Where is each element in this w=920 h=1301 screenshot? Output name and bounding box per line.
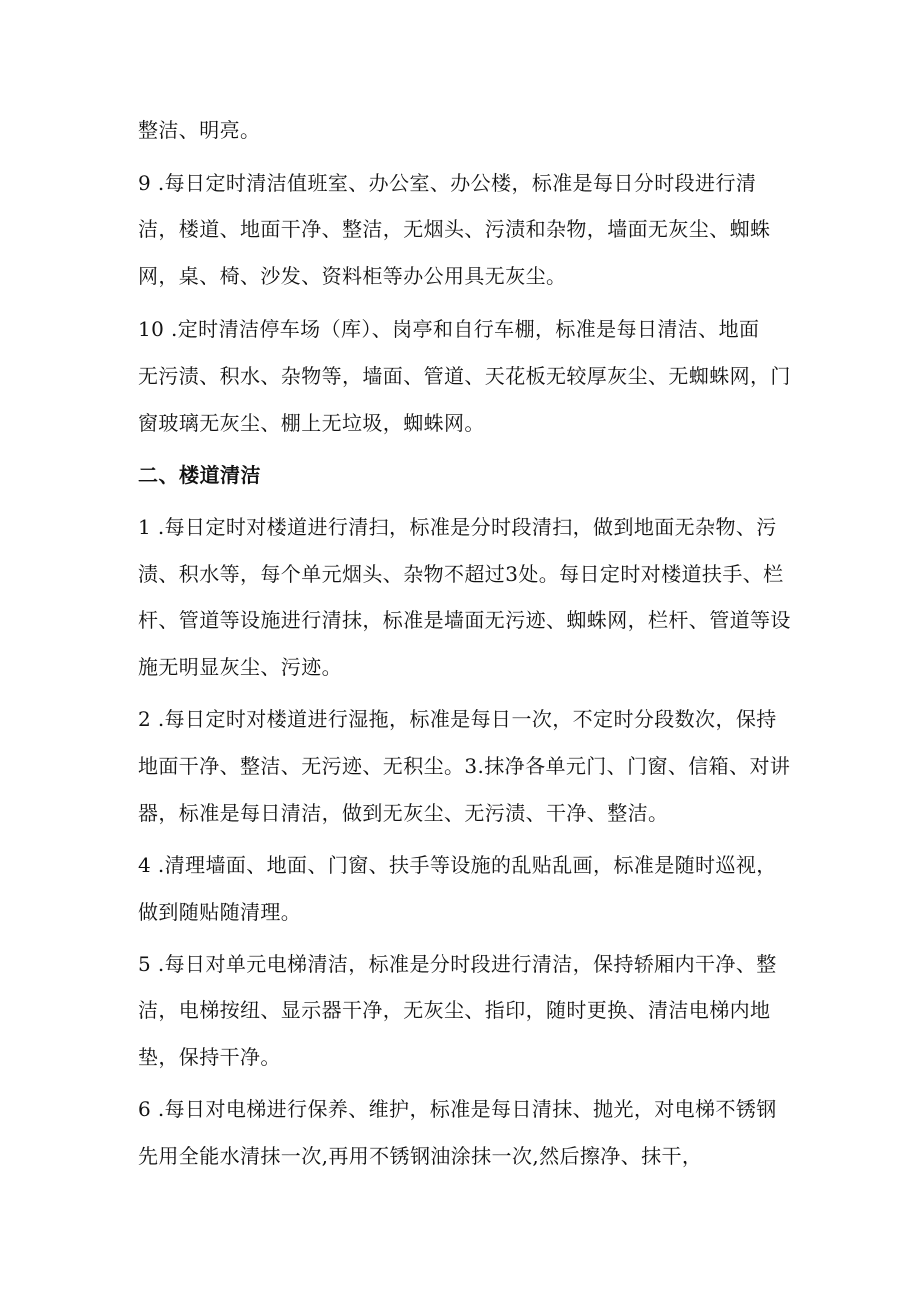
text-line: 洁，电梯按纽、显示器干净，无灰尘、指印，随时更换、清洁电梯内地 — [138, 998, 771, 1022]
list-item-9: 9 .每日定时清洁值班室、办公室、办公楼，标准是每日分时段进行清 — [138, 171, 757, 195]
text-line: 地面干净、整洁、无污迹、无积尘。3.抹净各单元门、门窗、信箱、对讲 — [138, 754, 791, 778]
list-item-6: 6 .每日对电梯进行保养、维护，标准是每日清抹、抛光，对电梯不锈钢 — [138, 1097, 777, 1121]
text-line: 渍、积水等，每个单元烟头、杂物不超过3处。每日定时对楼道扶手、栏 — [138, 562, 784, 586]
text-line: 窗玻璃无灰尘、棚上无垃圾，蜘蛛网。 — [138, 411, 485, 435]
text-line: 网，桌、椅、沙发、资料柜等办公用具无灰尘。 — [138, 264, 567, 288]
list-item-5: 5 .每日对单元电梯清洁，标准是分时段进行清洁，保持轿厢内干净、整 — [138, 952, 777, 976]
text-line: 器，标准是每日清洁，做到无灰尘、无污渍、干净、整洁。 — [138, 801, 669, 825]
text-line: 无污渍、积水、杂物等，墙面、管道、天花板无较厚灰尘、无蜘蛛网，门 — [138, 364, 791, 388]
text-line: 做到随贴随清理。 — [138, 900, 302, 924]
text-line: 施无明显灰尘、污迹。 — [138, 655, 342, 679]
list-item-10: 10 .定时清洁停车场（库）、岗亭和自行车棚，标准是每日清洁、地面 — [138, 317, 760, 341]
list-item-4: 4 .清理墙面、地面、门窗、扶手等设施的乱贴乱画，标准是随时巡视， — [138, 853, 777, 877]
list-item-2: 2 .每日定时对楼道进行湿拖，标准是每日一次，不定时分段数次，保持 — [138, 707, 777, 731]
text-line: 整洁、明亮。 — [138, 118, 261, 142]
section-heading: 二、楼道清洁 — [138, 463, 261, 487]
text-line: 垫，保持干净。 — [138, 1045, 281, 1069]
text-line: 洁，楼道、地面干净、整洁，无烟头、污渍和杂物，墙面无灰尘、蜘蛛 — [138, 217, 771, 241]
text-line: 先用全能水清抹一次,再用不锈钢油涂抹一次,然后擦净、抹干， — [138, 1144, 703, 1168]
text-line: 杆、管道等设施进行清抹，标准是墙面无污迹、蜘蛛网，栏杆、管道等设 — [138, 608, 791, 632]
list-item-1: 1 .每日定时对楼道进行清扫，标准是分时段清扫，做到地面无杂物、污 — [138, 515, 777, 539]
